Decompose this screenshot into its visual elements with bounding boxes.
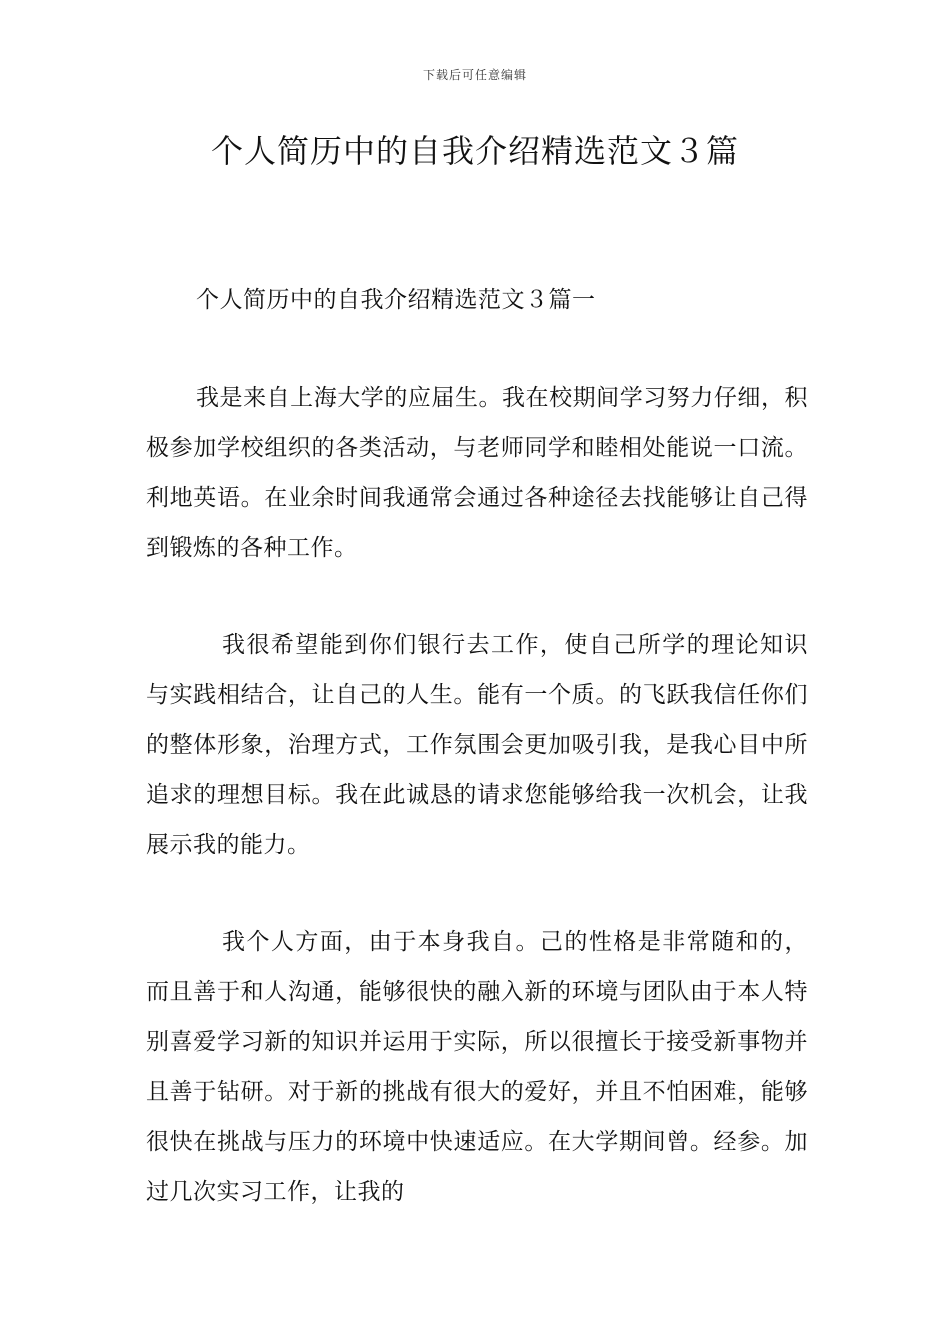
section-heading: 个人简历中的自我介绍精选范文３篇一	[196, 287, 596, 313]
paragraph-3: 我个人方面，由于本身我自。己的性格是非常随和的，而且善于和人沟通，能够很快的融入新的环境与团队由于本人特别喜爱学习新的知识并运用于实际，所以很擅长于接受新事物并且善于钻研。对于新的挑战有很大的爱好，并且不怕困难，能够很快在挑战与压力的环境中快速适应。在大学期间曾。经参。加过几次实习工作，让我的	[146, 929, 808, 1205]
paragraph-1: 我是来自上海大学的应届生。我在校期间学习努力仔细，积极参加学校组织的各类活动，与老师同学和睦相处能说一口流。利地英语。在业余时间我通常会通过各种途径去找能够让自己得到锻炼的各种工作。	[146, 385, 808, 561]
download-note: 下载后可任意编辑	[422, 68, 527, 82]
document-title: 个人简历中的自我介绍精选范文３篇	[210, 132, 739, 170]
paragraph-2: 我很希望能到你们银行去工作，使自己所学的理论知识与实践相结合，让自己的人生。能有一个质。的飞跃我信任你们的整体形象，治理方式，工作氛围会更加吸引我，是我心目中所追求的理想目标。我在此诚恳的请求您能够给我一次机会，让我展示我的能力。	[146, 632, 808, 858]
